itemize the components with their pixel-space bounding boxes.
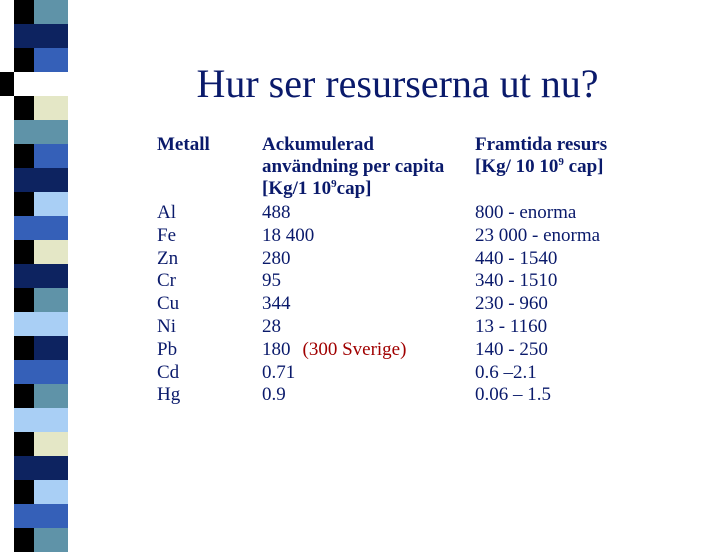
stripe-block [14, 240, 34, 264]
cell-future [475, 362, 537, 385]
header-future-line1: Framtida resurs [475, 134, 608, 155]
cell-future [475, 225, 600, 248]
cell-future [475, 202, 576, 225]
stripe-block [14, 384, 34, 408]
header-accumulated-unit-pre: [Kg/1 10 [262, 178, 332, 199]
cell-accumulated [262, 384, 286, 407]
stripe-block [14, 192, 34, 216]
cell-future-value: 23 000 - enorma [475, 224, 601, 246]
stripe-block [14, 360, 68, 384]
country-note: (300 Sverige) [302, 338, 407, 360]
stripe-block [14, 144, 34, 168]
stripe-block [14, 504, 68, 528]
cell-metal-value: Cu [157, 293, 180, 315]
cell-accumulated [262, 362, 295, 385]
stripe-block [14, 168, 68, 192]
cell-metal [157, 202, 176, 225]
column-accumulated-use [262, 134, 444, 200]
stripe-block [14, 312, 68, 336]
cell-metal [157, 339, 177, 362]
stripe-block [34, 144, 68, 168]
cell-metal-value: Cd [157, 361, 180, 383]
cell-future-value: 230 - 960 [475, 293, 548, 315]
cell-accumulated [262, 225, 314, 248]
cell-future-value: 800 - enorma [475, 202, 577, 223]
stripe-block [0, 264, 14, 288]
stripe-block [0, 24, 14, 48]
cell-future [475, 270, 557, 293]
cell-accumulated-value: 280 [262, 247, 291, 269]
cell-future-value: 440 - 1540 [475, 247, 558, 269]
cell-future-value: 140 - 250 [475, 338, 548, 360]
stripe-block [0, 456, 14, 480]
stripe-block [34, 192, 68, 216]
cell-accumulated-value: 180 [262, 338, 291, 360]
stripe-block [14, 456, 68, 480]
cell-metal [157, 293, 179, 316]
cell-future-value: 0.6 –2.1 [475, 361, 537, 383]
header-future-unit-exp: 9 [558, 156, 564, 168]
stripe-block [0, 312, 14, 336]
column-metal [157, 134, 210, 156]
stripe-block [0, 408, 14, 432]
stripe-block [14, 120, 68, 144]
stripe-block [34, 384, 68, 408]
header-accumulated-line3 [262, 178, 444, 200]
cell-metal-value: Ni [157, 316, 176, 337]
stripe-block [34, 336, 68, 360]
stripe-block [0, 360, 14, 384]
header-accumulated-unit-post: cap] [336, 178, 372, 199]
cell-future [475, 316, 547, 339]
header-accumulated-unit-exp: 9 [331, 178, 337, 190]
stripe-block [14, 408, 68, 432]
header-future-line2 [475, 156, 607, 178]
stripe-block [14, 24, 68, 48]
cell-accumulated [262, 248, 291, 271]
cell-accumulated [262, 270, 281, 293]
stripe-block [0, 120, 14, 144]
header-future-unit-pre: [Kg/ 10 10 [475, 156, 559, 177]
header-accumulated-line1: Ackumulerad [262, 134, 374, 155]
header-accumulated-line2: användning per capita [262, 156, 445, 177]
header-metal: Metall [157, 134, 210, 155]
cell-accumulated-value: 18 400 [262, 224, 315, 246]
cell-future [475, 293, 548, 316]
stripe-block [0, 504, 14, 528]
stripe-block [34, 0, 68, 24]
stripe-block [14, 264, 68, 288]
cell-metal-value: Zn [157, 247, 179, 269]
cell-metal-value: Cr [157, 270, 176, 292]
stripe-block [0, 216, 14, 240]
cell-accumulated-value: 0.71 [262, 361, 296, 383]
cell-metal-value: Hg [157, 384, 181, 406]
cell-metal [157, 362, 179, 385]
cell-future-value: 0.06 – 1.5 [475, 384, 551, 406]
cell-accumulated [262, 202, 291, 225]
stripe-block [34, 528, 68, 552]
cell-metal-value: Pb [157, 338, 178, 360]
cell-accumulated [262, 316, 281, 339]
header-future-unit-post: cap] [563, 156, 604, 177]
stripe-block [14, 336, 34, 360]
stripe-block [34, 240, 68, 264]
stripe-block [0, 168, 14, 192]
cell-accumulated-value: 488 [262, 202, 291, 223]
cell-future [475, 248, 557, 271]
cell-future [475, 384, 551, 407]
cell-future-value: 340 - 1510 [475, 270, 558, 292]
cell-accumulated-value: 344 [262, 293, 291, 315]
cell-accumulated-value: 28 [262, 316, 281, 337]
cell-metal [157, 248, 178, 271]
stripe-block [14, 216, 68, 240]
column-future-resource [475, 134, 607, 178]
cell-accumulated [262, 293, 291, 316]
cell-metal [157, 225, 176, 248]
stripe-block [14, 288, 34, 312]
stripe-block [14, 480, 34, 504]
cell-accumulated-value: 0.9 [262, 384, 286, 406]
cell-future [475, 339, 548, 362]
stripe-block [34, 432, 68, 456]
cell-metal-value: Al [157, 202, 176, 223]
cell-metal [157, 316, 176, 339]
stripe-block [14, 528, 34, 552]
stripe-block [14, 432, 34, 456]
cell-accumulated [262, 339, 406, 362]
cell-metal [157, 384, 180, 407]
cell-future-value: 13 - 1160 [475, 316, 548, 337]
stripe-block [34, 288, 68, 312]
slide-title: Hur ser resurserna ut nu? [196, 61, 599, 106]
stripe-block [14, 0, 34, 24]
cell-metal-value: Fe [157, 224, 176, 246]
cell-accumulated-value: 95 [262, 270, 281, 292]
stripe-block [34, 480, 68, 504]
cell-metal [157, 270, 176, 293]
